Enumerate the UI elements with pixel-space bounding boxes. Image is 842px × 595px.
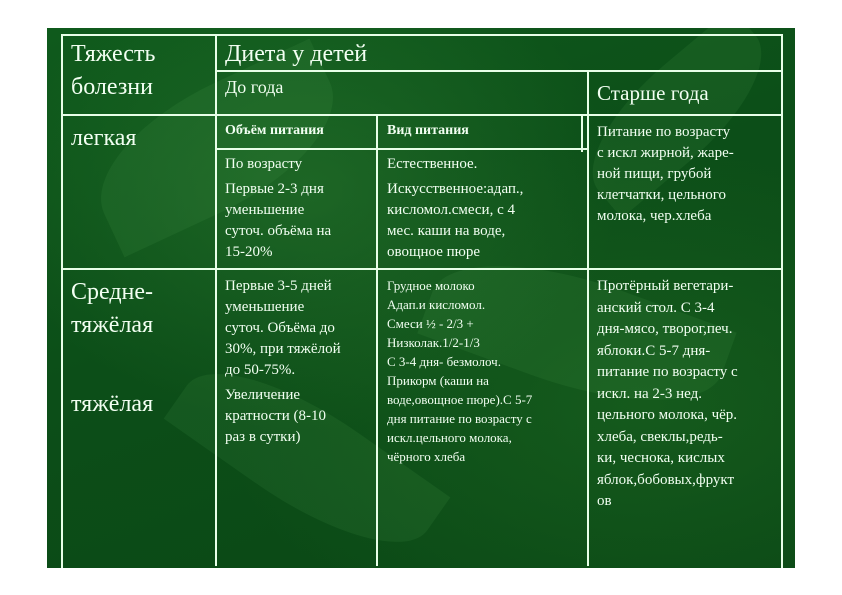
cell-line: искл. на 2-3 нед. [597, 385, 703, 402]
diet-table [61, 34, 783, 568]
cell-line: Средне- [71, 279, 154, 305]
grid-line [376, 116, 378, 566]
mild-over-year [597, 122, 779, 227]
type-subheader: Вид питания [387, 123, 469, 138]
cell-line: питание по возрасту с [597, 364, 738, 380]
cell-line: овощное пюре [387, 244, 481, 260]
cell-line: Грудное молоко [387, 278, 475, 293]
cell-line: Протёрный вегетари- [597, 278, 734, 294]
cell-line: Искусственное:адап., [387, 181, 524, 197]
cell-line: воде,овощное пюре).С 5-7 [387, 392, 533, 407]
moderate-type [387, 276, 583, 466]
diet-header: Диета у детей [225, 41, 368, 67]
cell-line: дня питание по возрасту с [387, 411, 532, 426]
cell-line: Смеси ½ - 2/3 + [387, 316, 474, 331]
cell-line: клетчатки, цельного [597, 187, 726, 203]
under-year-header: До года [225, 77, 284, 97]
cell-line: кратности (8-10 [225, 408, 326, 424]
cell-line: Низколак.1/2-1/3 [387, 335, 480, 350]
severity-header [71, 38, 211, 104]
mild-label: легкая [71, 125, 137, 151]
cell-line: дня-мясо, творог,печ. [597, 321, 733, 337]
cell-line: уменьшение [225, 202, 305, 218]
cell-line: яблок,бобовых,фрукт [597, 471, 735, 488]
moderate-volume [225, 276, 375, 448]
cell-line: кисломол.смеси, с 4 [387, 202, 515, 218]
cell-line: Адап.и кисломол. [387, 297, 486, 312]
cell-line: Естественное. [387, 156, 478, 172]
cell-line: цельного молока, чёр. [597, 407, 738, 423]
grid-line [215, 148, 587, 150]
slide-background [47, 28, 795, 568]
cell-line: ной пищи, грубой [597, 166, 712, 182]
cell-line: молока, чер.хлеба [597, 208, 712, 224]
cell-line: раз в сутки) [225, 429, 301, 445]
cell-line: с искл жирной, жаре- [597, 145, 734, 161]
cell-line: Увеличение [225, 387, 301, 403]
cell-line: ов [597, 493, 612, 509]
over-year-header: Старше года [597, 81, 709, 105]
cell-line: искл.цельного молока, [387, 430, 512, 445]
mild-type [387, 154, 583, 263]
grid-line [63, 268, 781, 270]
cell-line: анский стол. С 3-4 [597, 299, 715, 316]
volume-subheader: Объём питания [225, 123, 324, 138]
cell-line: Первые 3-5 дней [225, 278, 332, 294]
cell-line: тяжёлая [71, 312, 154, 338]
mild-volume [225, 154, 375, 263]
cell-line: уменьшение [225, 299, 305, 315]
header-text: Тяжесть [71, 41, 156, 67]
cell-line: 30%, при тяжёлой [225, 341, 341, 357]
cell-line: суточ. Объёма до [225, 320, 335, 336]
moderate-label [71, 276, 211, 342]
cell-line: Питание по возрасту [597, 124, 731, 140]
cell-line: Прикорм (каши на [387, 373, 489, 388]
grid-line [581, 116, 583, 152]
cell-line: мес. каши на воде, [387, 223, 506, 239]
cell-line: 15-20% [225, 244, 273, 260]
cell-line: суточ. объёма на [225, 223, 332, 239]
cell-line: Первые 2-3 дня [225, 181, 324, 197]
moderate-over-year [597, 276, 779, 513]
cell-line: По возрасту [225, 156, 303, 172]
cell-line: С 3-4 дня- безмолоч. [387, 354, 501, 369]
grid-line [587, 72, 589, 566]
cell-line: хлеба, свеклы,редь- [597, 428, 723, 445]
severe-label: тяжёлая [71, 391, 154, 417]
header-text: болезни [71, 74, 153, 100]
grid-line [63, 114, 781, 116]
cell-line: яблоки.С 5-7 дня- [597, 342, 711, 359]
cell-line: до 50-75%. [225, 362, 296, 378]
cell-line: ки, чеснока, кислых [597, 450, 725, 466]
cell-line: чёрного хлеба [387, 449, 466, 464]
